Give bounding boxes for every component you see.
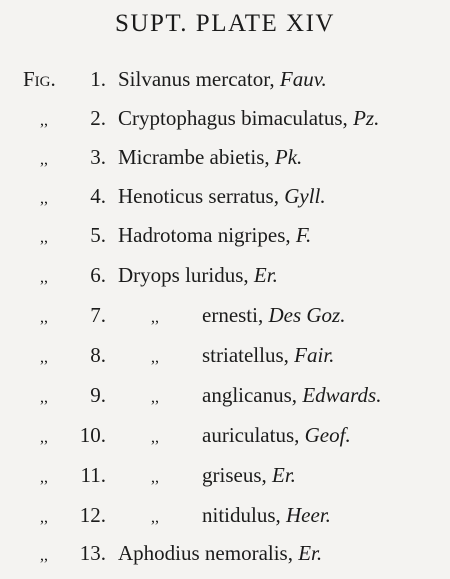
species-name: ernesti, <box>202 303 264 327</box>
species-text <box>118 538 322 568</box>
species-author: Pk. <box>274 145 303 169</box>
species-author: Geof. <box>304 423 351 447</box>
figure-entry <box>0 220 450 250</box>
species-author: Er. <box>253 263 278 287</box>
species-name: griseus, <box>202 463 267 487</box>
species-name: Dryops luridus, <box>118 263 249 287</box>
species-name: Aphodius nemoralis, <box>118 541 293 565</box>
figure-entry <box>0 181 450 211</box>
species-author: F. <box>295 223 312 247</box>
species-author: Er. <box>298 541 323 565</box>
species-author: Fauv. <box>279 67 327 91</box>
figure-number: 2. <box>90 106 106 130</box>
genus-ditto-mark: ,, <box>151 309 159 326</box>
ditto-mark: ,, <box>40 269 48 286</box>
species-name: Henoticus serratus, <box>118 184 279 208</box>
species-author: Edwards. <box>302 383 382 407</box>
species-text <box>202 300 345 330</box>
species-name: Silvanus mercator, <box>118 67 275 91</box>
species-text <box>118 103 379 133</box>
species-text <box>118 64 327 94</box>
genus-ditto-mark: ,, <box>151 349 159 366</box>
ditto-mark: ,, <box>40 190 48 207</box>
figure-entry <box>0 460 450 490</box>
figure-number: 12. <box>79 503 106 527</box>
figure-entry <box>0 300 450 330</box>
genus-ditto-mark: ,, <box>151 509 159 526</box>
species-text <box>118 181 326 211</box>
species-text <box>118 142 302 172</box>
species-author: Des Goz. <box>268 303 346 327</box>
species-text <box>118 220 311 250</box>
species-name: auriculatus, <box>202 423 300 447</box>
genus-ditto-mark: ,, <box>151 429 159 446</box>
figure-entry <box>0 340 450 370</box>
ditto-mark: ,, <box>40 469 48 486</box>
species-text <box>202 460 296 490</box>
species-author: Gyll. <box>284 184 326 208</box>
species-name: Micrambe abietis, <box>118 145 270 169</box>
ditto-mark: ,, <box>40 389 48 406</box>
species-name: anglicanus, <box>202 383 298 407</box>
figure-entry <box>0 380 450 410</box>
species-text <box>202 500 331 530</box>
species-name: Cryptophagus bimaculatus, <box>118 106 348 130</box>
figure-entry <box>0 64 450 94</box>
species-author: Er. <box>272 463 296 487</box>
figure-entry <box>0 103 450 133</box>
figure-number: 6. <box>90 263 106 287</box>
genus-ditto-mark: ,, <box>151 389 159 406</box>
figure-number: 7. <box>90 303 106 327</box>
species-name: nitidulus, <box>202 503 281 527</box>
figure-number: 9. <box>90 383 106 407</box>
figure-number: 10. <box>79 423 106 447</box>
fig-label: Fig. <box>23 67 56 91</box>
figure-entry <box>0 538 450 568</box>
figure-entry <box>0 260 450 290</box>
species-author: Heer. <box>286 503 331 527</box>
ditto-mark: ,, <box>40 151 48 168</box>
species-text <box>202 420 351 450</box>
species-text <box>202 380 381 410</box>
species-name: striatellus, <box>202 343 289 367</box>
species-text <box>118 260 278 290</box>
ditto-mark: ,, <box>40 112 48 129</box>
plate-title: SUPT. PLATE XIV <box>115 10 335 37</box>
ditto-mark: ,, <box>40 309 48 326</box>
ditto-mark: ,, <box>40 547 48 564</box>
figure-number: 1. <box>90 67 106 91</box>
species-text <box>202 340 334 370</box>
ditto-mark: ,, <box>40 229 48 246</box>
figure-entry <box>0 500 450 530</box>
species-author: Pz. <box>353 106 380 130</box>
ditto-mark: ,, <box>40 429 48 446</box>
figure-number: 13. <box>79 541 106 565</box>
figure-number: 4. <box>90 184 106 208</box>
species-name: Hadrotoma nigripes, <box>118 223 291 247</box>
figure-number: 8. <box>90 343 106 367</box>
ditto-mark: ,, <box>40 509 48 526</box>
figure-number: 3. <box>90 145 106 169</box>
figure-number: 5. <box>90 223 106 247</box>
figure-entry <box>0 142 450 172</box>
ditto-mark: ,, <box>40 349 48 366</box>
figure-entry <box>0 420 450 450</box>
figure-number: 11. <box>80 463 106 487</box>
species-author: Fair. <box>294 343 335 367</box>
genus-ditto-mark: ,, <box>151 469 159 486</box>
